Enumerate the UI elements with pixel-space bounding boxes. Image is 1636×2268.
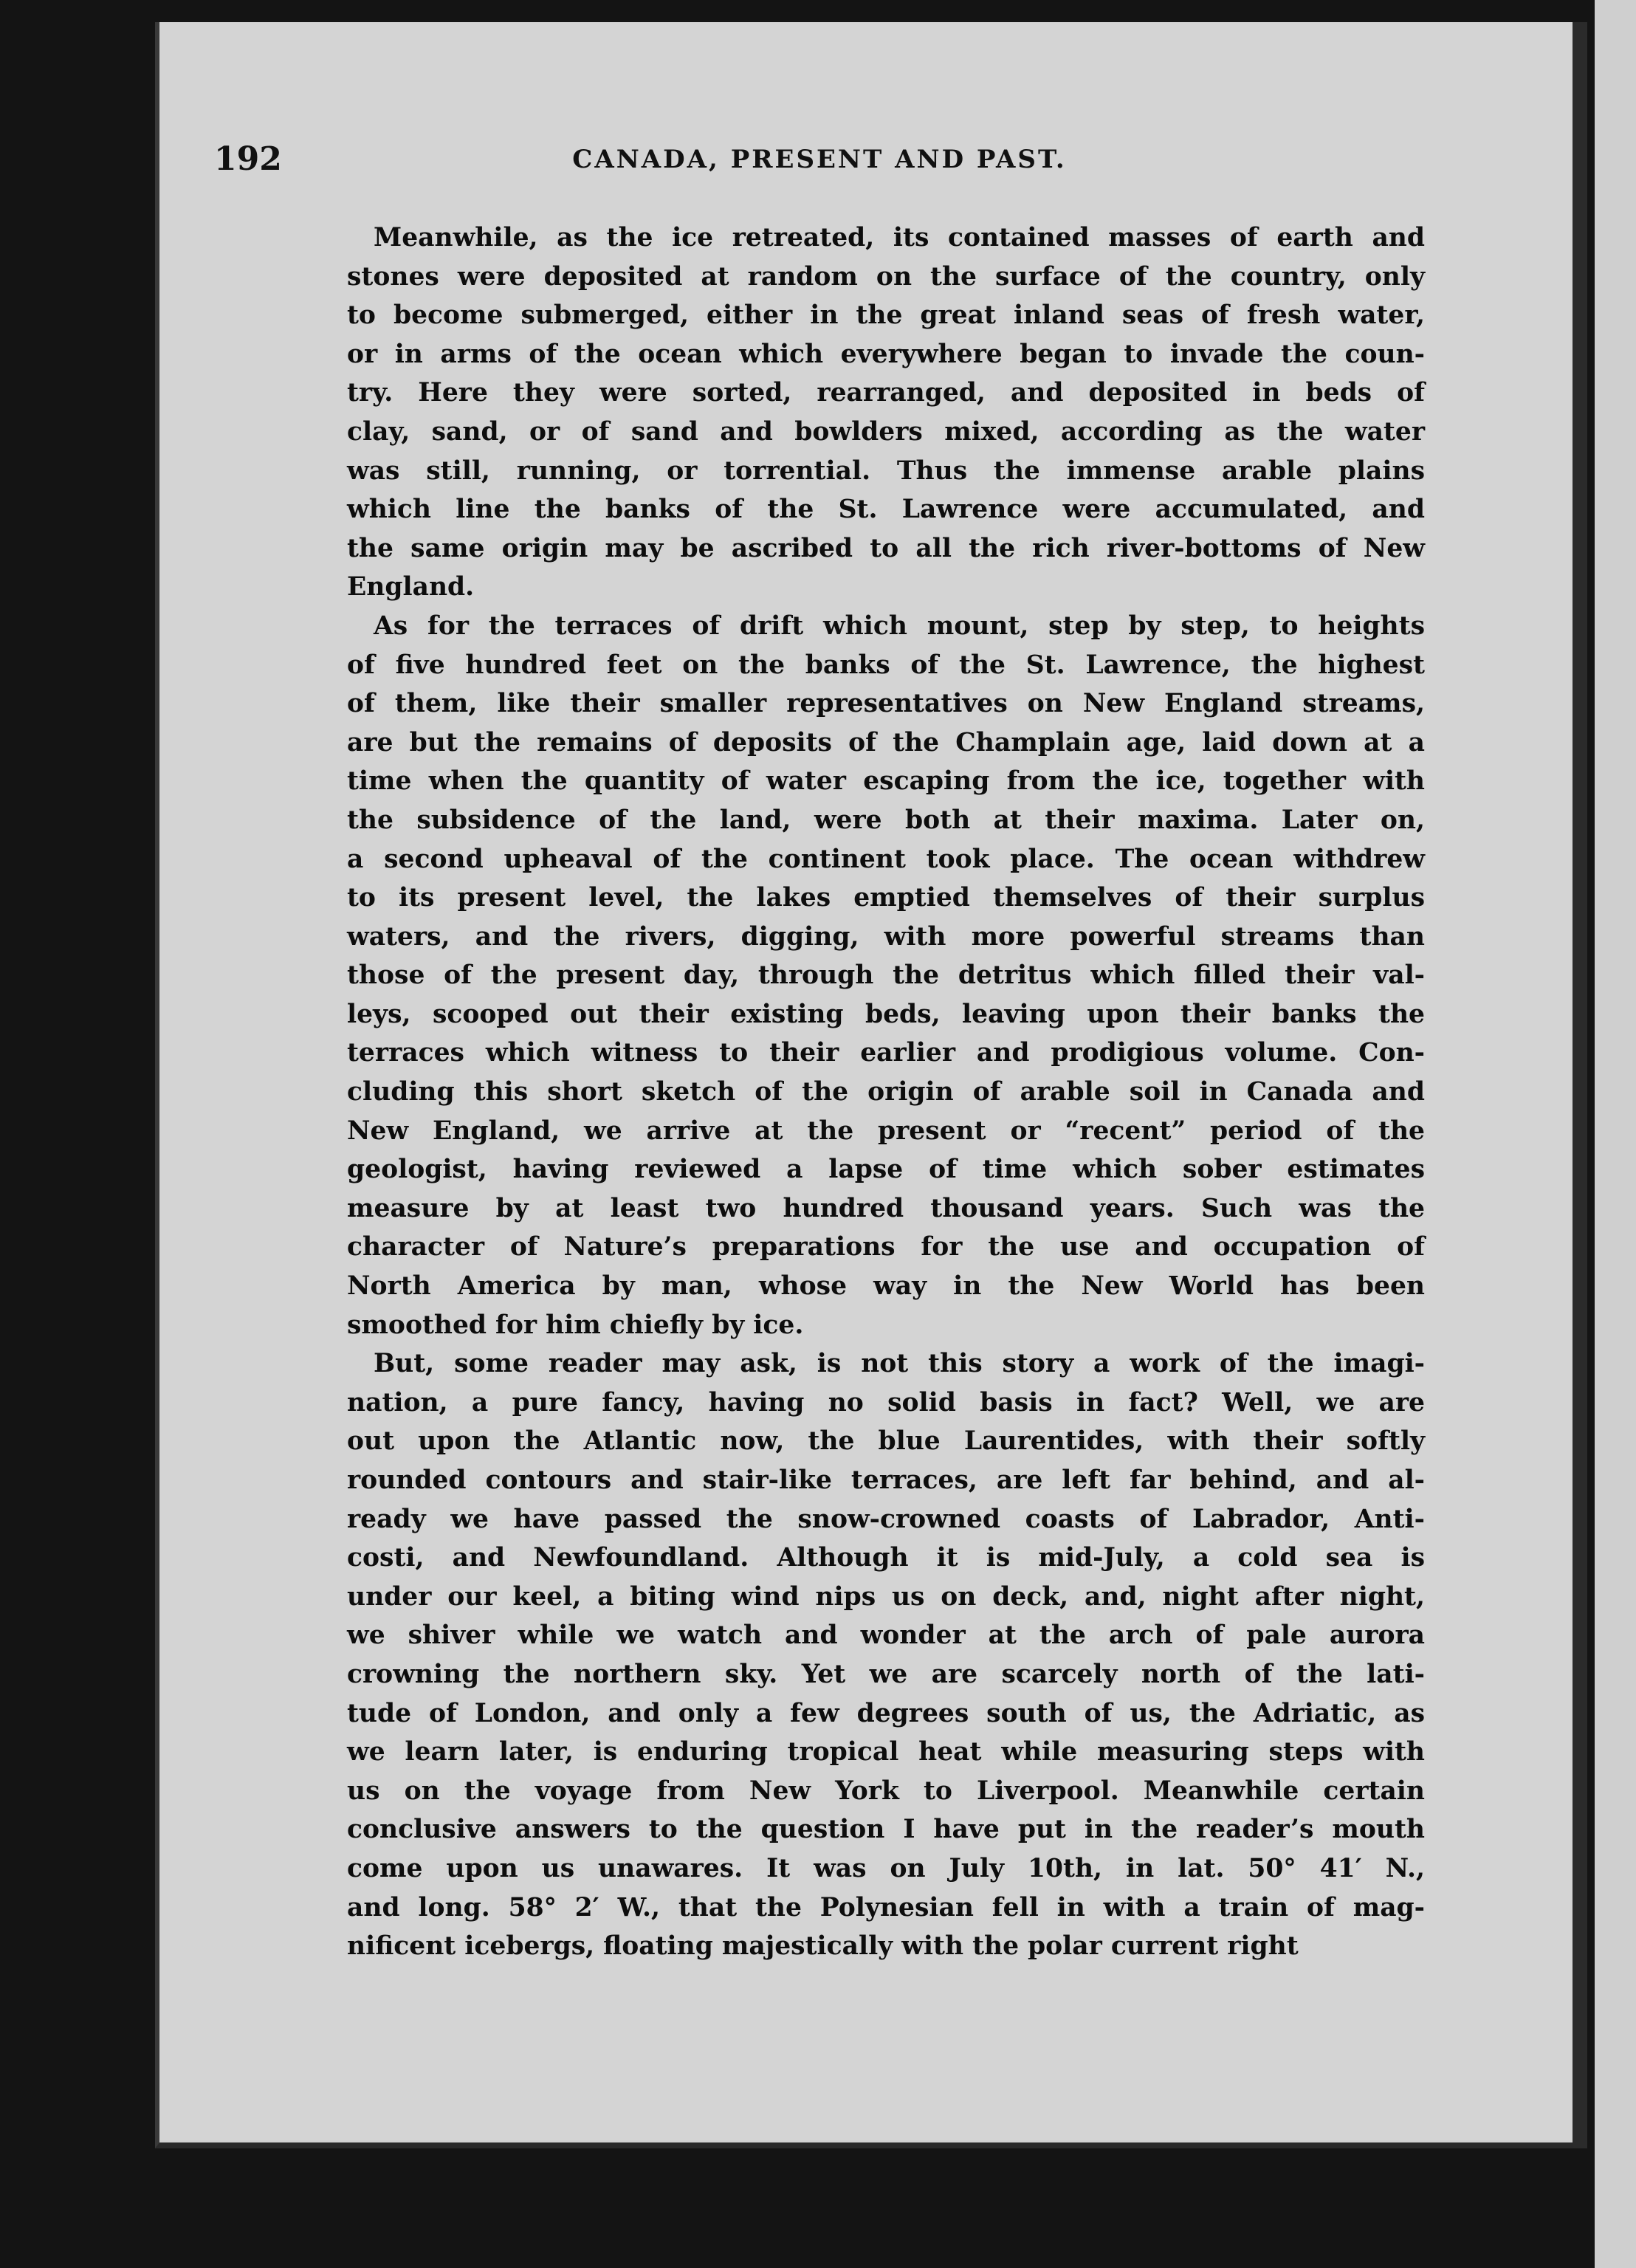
text-line: New England, we arrive at the present or “recent” period of the	[347, 1116, 1425, 1146]
adjacent-page-edge	[1595, 0, 1636, 2268]
text-line: the subsidence of the land, were both at their maxima. Later on,	[347, 805, 1425, 835]
text-line: nificent icebergs, floating majestically with the polar current right	[347, 1931, 1299, 1962]
text-line: stones were deposited at random on the surface of the country, only	[347, 261, 1425, 292]
text-line: us on the voyage from New York to Liverpool. Meanwhile certain	[347, 1776, 1425, 1806]
text-line: or in arms of the ocean which everywhere began to invade the coun-	[347, 339, 1425, 369]
text-line: was still, running, or torrential. Thus the immense arable plains	[347, 456, 1425, 486]
text-line: But, some reader may ask, is not this story a work of the imagi-	[374, 1349, 1425, 1379]
text-line: rounded contours and stair-like terraces, are left far behind, and al-	[347, 1465, 1425, 1495]
text-line: try. Here they were sorted, rearranged, and deposited in beds of	[347, 378, 1425, 408]
text-line: leys, scooped out their existing beds, leaving upon their banks the	[347, 999, 1425, 1029]
text-line: to its present level, the lakes emptied themselves of their surplus	[347, 883, 1425, 913]
paragraph	[347, 607, 1425, 1344]
paragraph	[347, 219, 1425, 607]
text-line: time when the quantity of water escaping from the ice, together with	[347, 766, 1425, 797]
text-line: those of the present day, through the detritus which filled their val-	[347, 961, 1425, 991]
text-line: smoothed for him chiefly by ice.	[347, 1310, 804, 1340]
text-line: measure by at least two hundred thousand years. Such was the	[347, 1193, 1425, 1223]
text-line: England.	[347, 572, 475, 602]
text-line: crowning the northern sky. Yet we are scarcely north of the lati-	[347, 1659, 1425, 1689]
text-line: which line the banks of the St. Lawrence were accumulated, and	[347, 495, 1425, 525]
page-number: 192	[214, 140, 282, 178]
running-head: CANADA, PRESENT AND PAST.	[572, 145, 1067, 174]
text-line: we learn later, is enduring tropical heat while measuring steps with	[347, 1737, 1425, 1767]
text-line: character of Nature’s preparations for the use and occupation of	[347, 1232, 1425, 1262]
text-line: to become submerged, either in the great inland seas of fresh water,	[347, 300, 1425, 331]
text-line: terraces which witness to their earlier and prodigious volume. Con-	[347, 1038, 1425, 1068]
text-line: out upon the Atlantic now, the blue Laurentides, with their softly	[347, 1426, 1425, 1457]
text-line: North America by man, whose way in the New World has been	[347, 1271, 1425, 1302]
text-line: waters, and the rivers, digging, with more powerful streams than	[347, 921, 1425, 952]
text-line: are but the remains of deposits of the Champlain age, laid down at a	[347, 727, 1425, 757]
text-line: nation, a pure fancy, having no solid basis in fact? Well, we are	[347, 1387, 1425, 1418]
text-line: under our keel, a biting wind nips us on deck, and, night after night,	[347, 1581, 1425, 1612]
text-line: clay, sand, or of sand and bowlders mixed, according as the water	[347, 416, 1425, 447]
page-header	[214, 140, 1425, 199]
text-line: a second upheaval of the continent took place. The ocean withdrew	[347, 844, 1425, 874]
text-line: ready we have passed the snow-crowned coasts of Labrador, Anti-	[347, 1504, 1425, 1534]
text-line: tude of London, and only a few degrees south of us, the Adriatic, as	[347, 1698, 1425, 1728]
text-line: Meanwhile, as the ice retreated, its contained masses of earth and	[374, 223, 1425, 252]
text-line: and long. 58° 2′ W., that the Polynesian fell in with a train of mag-	[347, 1892, 1425, 1922]
text-line: come upon us unawares. It was on July 10th, in lat. 50° 41′ N.,	[347, 1853, 1425, 1883]
text-line: of them, like their smaller representatives on New England streams,	[347, 689, 1425, 719]
text-line: costi, and Newfoundland. Although it is mid-July, a cold sea is	[347, 1543, 1425, 1573]
page-gutter-shadow	[1573, 22, 1587, 2148]
text-line: we shiver while we watch and wonder at the arch of pale aurora	[347, 1621, 1425, 1651]
text-line: geologist, having reviewed a lapse of time which sober estimates	[347, 1155, 1425, 1185]
body-text	[347, 219, 1425, 1966]
paragraph	[347, 1344, 1425, 1966]
text-line: the same origin may be ascribed to all the rich river-bottoms of New	[347, 533, 1425, 563]
text-line: of five hundred feet on the banks of the St. Lawrence, the highest	[347, 650, 1425, 680]
text-line: As for the terraces of drift which mount, step by step, to heights	[374, 611, 1425, 641]
text-line: cluding this short sketch of the origin of arable soil in Canada and	[347, 1077, 1425, 1107]
text-line: conclusive answers to the question I have put in the reader’s mouth	[347, 1815, 1425, 1845]
